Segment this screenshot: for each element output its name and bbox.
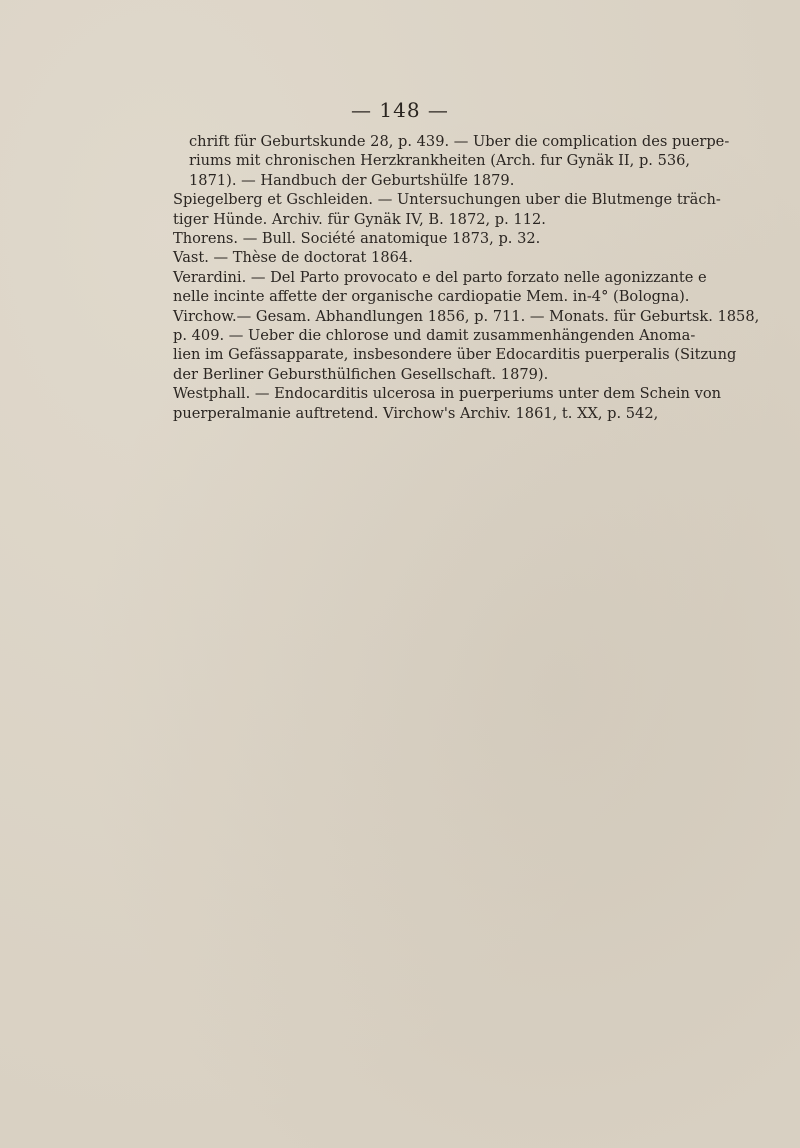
entry-line: Spiegelberg et Gschleiden. — Untersuchungen uber die Blutmenge träch- — [173, 191, 721, 209]
page-number: — 148 — — [351, 98, 449, 122]
entry-line: chrift für Geburtskunde 28, p. 439. — Uber die complication des puerpe- — [189, 133, 730, 150]
bibliography-entry-verardini — [173, 268, 707, 307]
entry-line: riums mit chronischen Herzkrankheiten (Arch. fur Gynäk II, p. 536, — [189, 152, 691, 170]
bibliography-entry-continued — [173, 132, 730, 190]
bibliography-entry-spiegelberg — [173, 190, 721, 229]
entry-line: nelle incinte affette der organische cardiopatie Mem. in-4° (Bologna). — [173, 288, 690, 306]
entry-line: Vast. — Thèse de doctorat 1864. — [173, 249, 413, 267]
entry-line: Verardini. — Del Parto provocato e del parto forzato nelle agonizzante e — [173, 268, 707, 286]
entry-line: p. 409. — Ueber die chlorose und damit zusammenhängenden Anoma- — [173, 327, 696, 345]
bibliography-entry-vast — [173, 248, 663, 267]
entry-line: tiger Hünde. Archiv. für Gynäk IV, B. 1872, p. 112. — [173, 210, 546, 228]
entry-line: Thorens. — Bull. Société anatomique 1873, p. 32. — [173, 230, 541, 248]
entry-line: 1871). — Handbuch der Geburtshülfe 1879. — [189, 171, 515, 189]
bibliography-list — [173, 132, 760, 423]
entry-line: lien im Gefässapparate, insbesondere über Edocarditis puerperalis (Sitzung — [173, 346, 737, 364]
entry-line: Westphall. — Endocarditis ulcerosa in puerperiums unter dem Schein von — [173, 385, 722, 403]
bibliography-entry-westphall — [173, 384, 722, 423]
entry-line: Virchow.— Gesam. Abhandlungen 1856, p. 711. — Monats. für Geburtsk. 1858, — [173, 307, 760, 325]
bibliography-entry-thorens — [173, 229, 663, 248]
entry-line: der Berliner Gebursthülfichen Gesellschaft. 1879). — [173, 365, 549, 383]
bibliography-entry-virchow — [173, 307, 760, 385]
entry-line: puerperalmanie auftretend. Virchow's Archiv. 1861, t. XX, p. 542, — [173, 404, 659, 422]
